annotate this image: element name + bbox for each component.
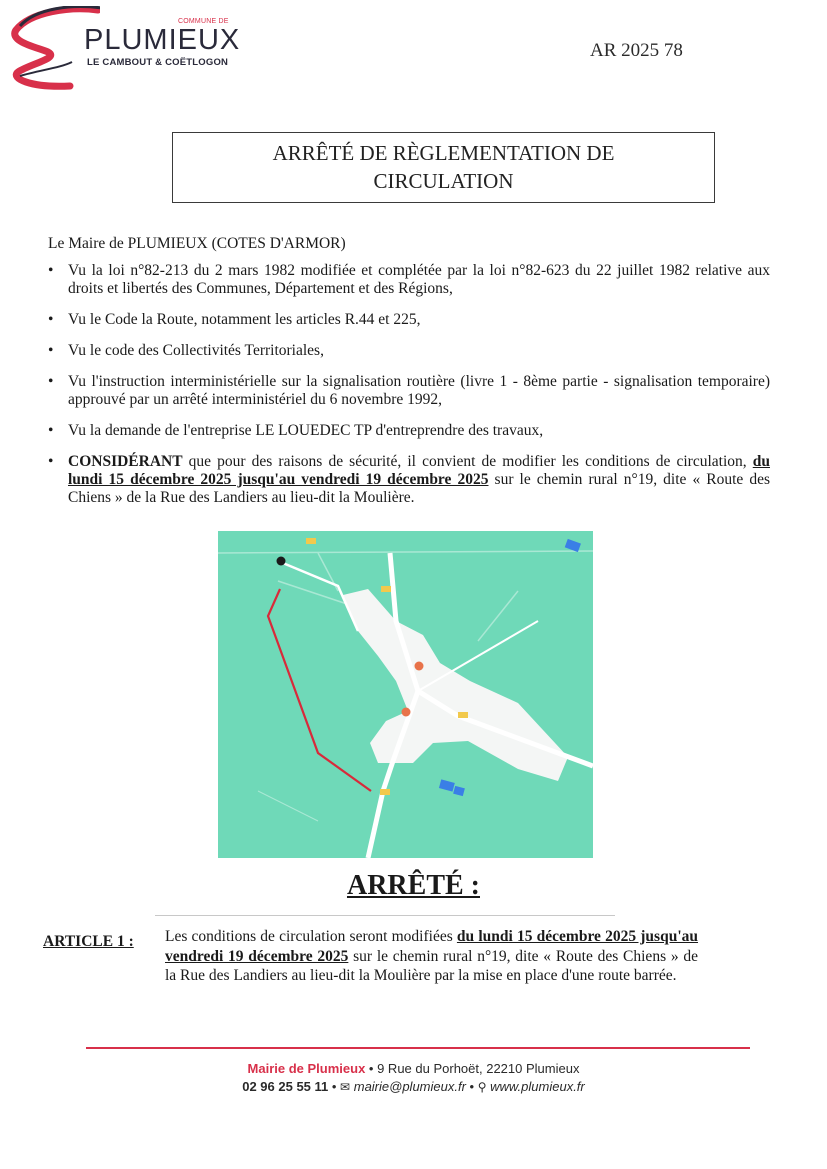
footer-email[interactable]: mairie@plumieux.fr — [353, 1079, 466, 1094]
bullet-icon: • — [48, 311, 54, 328]
footer-address-line — [0, 1061, 827, 1076]
logo-commune-de: COMMUNE DE — [178, 18, 229, 25]
logo-subtitle: LE CAMBOUT & COËTLOGON — [87, 57, 229, 68]
considerant-item: • CONSIDÉRANT que pour des raisons de sécurité, il convient de modifier les conditions de circulation, du lundi 15 décembre 2025 jusqu'au vendredi 19 décembre 2025 sur le chemin rural n°19, dite « Route des Chiens » de la Rue des Landiers au lieu-dit la Moulière. — [48, 453, 771, 506]
footer-divider — [86, 1047, 750, 1049]
list-item: • Vu le code des Collectivités Territoriales, — [48, 342, 324, 359]
bullet-icon: • — [48, 373, 54, 390]
considerant-dates: du lundi 15 décembre 2025 jusqu'au vendredi 19 décembre 2025 — [68, 453, 770, 488]
footer-website[interactable]: www.plumieux.fr — [490, 1079, 585, 1094]
list-item: • Vu l'instruction interministérielle sur la signalisation routière (livre 1 - 8ème partie - signalisation temporaire) approuvé par un arrêté interministériel du 6 novembre 1992, — [48, 373, 770, 408]
title-line-2: CIRCULATION — [373, 169, 514, 193]
considerations-list — [48, 262, 770, 520]
arrete-heading: ARRÊTÉ : — [346, 870, 480, 901]
considerant-label: CONSIDÉRANT — [68, 453, 183, 470]
footer-contact-line: 02 96 25 55 11 • ✉ mairie@plumieux.fr • ⚲ www.plumieux.fr — [242, 1079, 585, 1094]
bullet-icon: • — [48, 342, 54, 359]
location-map — [218, 531, 593, 858]
commune-logo — [10, 6, 240, 96]
footer-address: • 9 Rue du Porhoët, 22210 Plumieux — [365, 1061, 580, 1076]
mail-icon: ✉ — [340, 1080, 351, 1094]
article-1-dates: du lundi 15 décembre 2025 jusqu'au vendredi 19 décembre 2025 — [165, 928, 699, 965]
logo-name: PLUMIEUX — [84, 24, 241, 56]
article-1-text: Les conditions de circulation seront modifiées du lundi 15 décembre 2025 jusqu'au vendredi 19 décembre 2025 sur le chemin rural n°19, dite « Route des Chiens » de la Rue des Landiers au lieu-dit la Moulière par la mise en place d'une route barrée. — [165, 928, 699, 984]
list-item: • Vu la demande de l'entreprise LE LOUEDEC TP d'entreprendre des travaux, — [48, 422, 544, 439]
list-item: • Vu la loi n°82-213 du 2 mars 1982 modifiée et complétée par la loi n°82-623 du 22 juillet 1982 relative aux droits et libertés des Communes, Département et des Régions, — [48, 262, 770, 297]
bullet-icon: • — [48, 262, 54, 279]
title-line-1: ARRÊTÉ DE RÈGLEMENTATION DE — [272, 141, 615, 165]
divider — [155, 915, 615, 916]
footer-mairie: Mairie de Plumieux — [247, 1061, 366, 1076]
article-1-label: ARTICLE 1 : — [43, 933, 134, 950]
document-reference: AR 2025 78 — [590, 40, 683, 61]
document-title — [172, 132, 715, 203]
search-icon: ⚲ — [477, 1080, 487, 1094]
footer-phone: 02 96 25 55 11 — [242, 1079, 329, 1094]
list-item: • Vu le Code la Route, notamment les articles R.44 et 225, — [48, 311, 421, 328]
mayor-line: Le Maire de PLUMIEUX (COTES D'ARMOR) — [48, 235, 346, 252]
bullet-icon: • — [48, 422, 54, 439]
bullet-icon: • — [48, 453, 54, 470]
